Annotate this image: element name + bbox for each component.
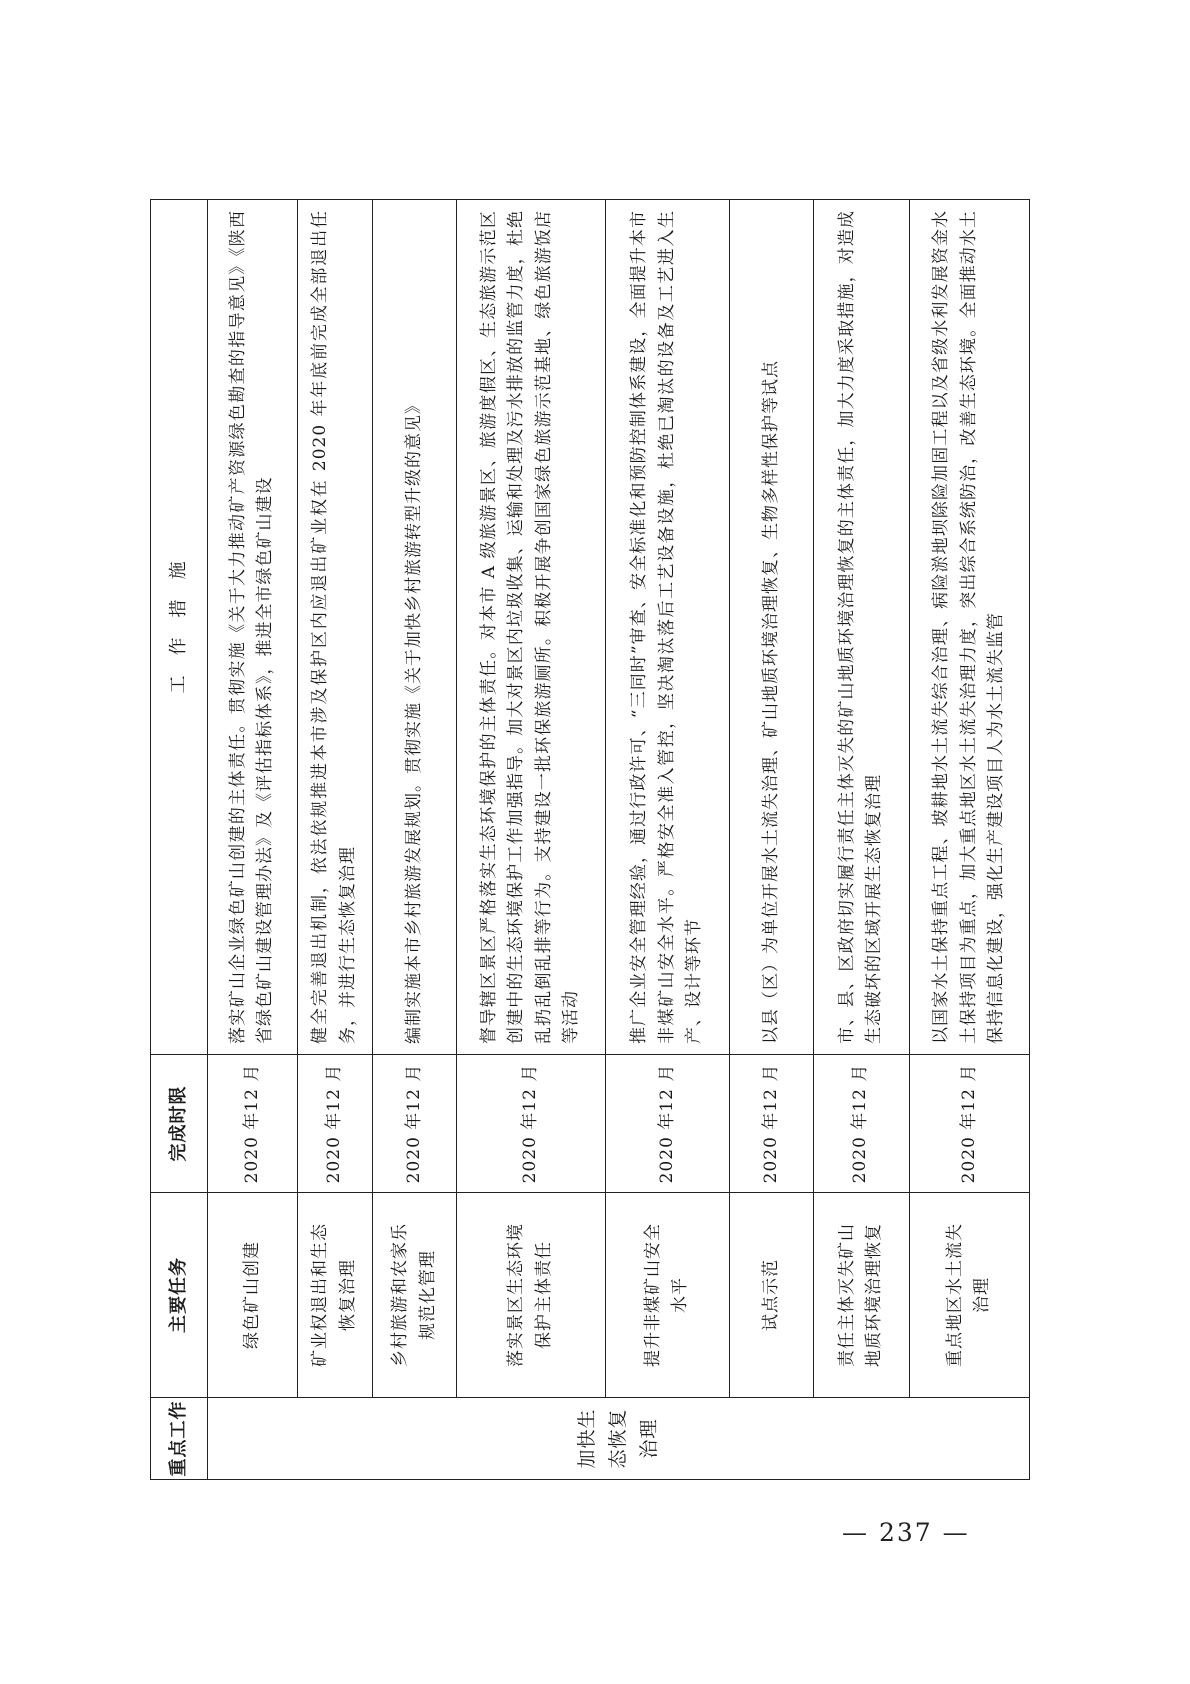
deadline-cell: 2020 年12 月	[909, 1055, 1029, 1193]
table-row	[730, 200, 814, 1480]
measure-cell: 健全完善退出机制，依法依规推进本市涉及保护区内应退出矿业权在 2020 年年底前完成全部退出任务，并进行生态恢复治理	[297, 200, 372, 1055]
table-row	[813, 200, 909, 1480]
deadline-cell: 2020 年12 月	[605, 1055, 729, 1193]
deadline-cell: 2020 年12 月	[297, 1055, 372, 1193]
header-measures: 工 作 措 施	[151, 200, 208, 1055]
table-row	[456, 200, 605, 1480]
task-cell: 矿业权退出和生态恢复治理	[297, 1193, 372, 1398]
deadline-cell: 2020 年12 月	[730, 1055, 814, 1193]
rotated-table-wrapper	[150, 200, 1030, 1480]
task-cell: 提升非煤矿山安全水平	[605, 1193, 729, 1398]
header-deadline: 完成时限	[151, 1055, 208, 1193]
deadline-cell: 2020 年12 月	[373, 1055, 457, 1193]
task-cell: 落实景区生态环境保护主体责任	[456, 1193, 605, 1398]
table-row	[373, 200, 457, 1480]
table-row	[297, 200, 372, 1480]
table-row	[909, 200, 1029, 1480]
measure-cell: 市、县、区政府切实履行责任主体灭失的矿山地质环境治理恢复的主体责任，加大力度采取措施，对造成生态破坏的区域开展生态恢复治理	[813, 200, 909, 1055]
measure-cell: 督导辖区景区严格落实生态环境保护的主体责任。对本市 A 级旅游景区、旅游度假区、生态旅游示范区创建中的生态环境保护工作加强指导。加大对景区内垃圾收集、运输和处理及污水排放的监管力度，杜绝乱扔乱倒乱排等行为。支持建设一批环保旅游厕所。积极开展争创国家绿色旅游示范基地、绿色旅游饭店等活动	[456, 200, 605, 1055]
key-work-cell: 加快生态恢复治理	[208, 1398, 1030, 1480]
measure-cell: 编制实施本市乡村旅游发展规划。贯彻实施《关于加快乡村旅游转型升级的意见》	[373, 200, 457, 1055]
measure-cell: 推广企业安全管理经验，通过行政许可、“三同时”审查、安全标准化和预防控制体系建设，全面提升本市非煤矿山安全水平。严格安全准入管控，坚决淘汰落后工艺设备设施，杜绝已淘汰的设备及工艺进入生产、设计等环节	[605, 200, 729, 1055]
task-cell: 乡村旅游和农家乐规范化管理	[373, 1193, 457, 1398]
header-key-work: 重点工作	[151, 1398, 208, 1480]
table-row	[208, 200, 298, 1480]
task-cell: 责任主体灭失矿山地质环境治理恢复	[813, 1193, 909, 1398]
task-cell: 绿色矿山创建	[208, 1193, 298, 1398]
measure-cell: 以县（区）为单位开展水土流失治理、矿山地质环境治理恢复、生物多样性保护等试点	[730, 200, 814, 1055]
measure-cell: 落实矿山企业绿色矿山创建的主体责任。贯彻实施《关于大力推动矿产资源绿色勘查的指导意见》《陕西省绿色矿山建设管理办法》及《评估指标体系》，推进全市绿色矿山建设	[208, 200, 298, 1055]
task-cell: 试点示范	[730, 1193, 814, 1398]
deadline-cell: 2020 年12 月	[456, 1055, 605, 1193]
work-table	[150, 199, 1030, 1480]
header-row	[151, 200, 208, 1480]
task-cell: 重点地区水土流失治理	[909, 1193, 1029, 1398]
header-main-task: 主要任务	[151, 1193, 208, 1398]
table-row	[605, 200, 729, 1480]
deadline-cell: 2020 年12 月	[813, 1055, 909, 1193]
page-number: — 237 —	[842, 1518, 970, 1547]
deadline-cell: 2020 年12 月	[208, 1055, 298, 1193]
measure-cell: 以国家水土保持重点工程、坡耕地水土流失综合治理、病险淤地坝除险加固工程以及省级水利发展资金水土保持项目为重点，加大重点地区水土流失治理力度，突出综合系统防治，改善生态环境。全面推动水土保持信息化建设，强化生产建设项目人为水土流失监管	[909, 200, 1029, 1055]
